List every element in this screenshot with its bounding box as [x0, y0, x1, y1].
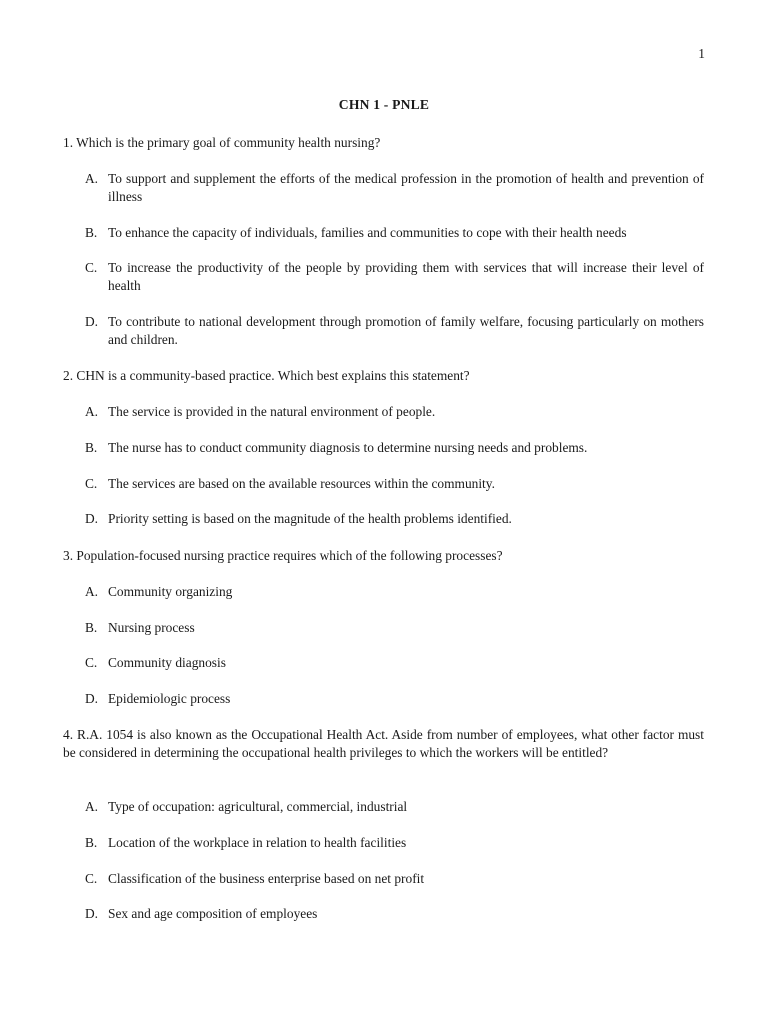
- question-4: 4. R.A. 1054 is also known as the Occupational Health Act. Aside from number of employees, what other factor must be considered in determining the occupational health privileges to which the workers will be entitled?: [63, 727, 704, 760]
- option-4c: [85, 870, 704, 888]
- option-text: To contribute to national development through promotion of family welfare, focusing particularly on mothers and children.: [108, 314, 704, 347]
- option-letter: C.: [85, 476, 98, 491]
- option-letter: A.: [85, 584, 99, 599]
- option-letter: B.: [85, 225, 98, 240]
- question-2: 2. CHN is a community-based practice. Which best explains this statement?: [63, 368, 470, 383]
- option-text: The service is provided in the natural environment of people.: [108, 404, 436, 419]
- option-text: The nurse has to conduct community diagnosis to determine nursing needs and problems.: [108, 440, 588, 455]
- option-4a: [85, 798, 704, 816]
- option-letter: D.: [85, 314, 99, 329]
- option-4b: [85, 834, 704, 852]
- option-1c: [85, 259, 704, 295]
- option-3d: [85, 690, 704, 708]
- option-3b: [85, 619, 704, 637]
- option-letter: B.: [85, 835, 98, 850]
- option-letter: C.: [85, 655, 98, 670]
- option-text: Nursing process: [108, 620, 195, 635]
- option-letter: D.: [85, 691, 99, 706]
- option-letter: C.: [85, 260, 98, 275]
- option-3c: [85, 654, 704, 672]
- option-1d: [85, 313, 704, 349]
- option-letter: A.: [85, 171, 99, 186]
- document-title: CHN 1 - PNLE: [338, 97, 430, 112]
- option-2b: [85, 439, 704, 457]
- option-letter: B.: [85, 620, 98, 635]
- option-letter: A.: [85, 799, 99, 814]
- option-text: Location of the workplace in relation to health facilities: [108, 835, 407, 850]
- option-letter: D.: [85, 511, 99, 526]
- option-1a: [85, 170, 704, 206]
- option-text: Sex and age composition of employees: [108, 906, 318, 921]
- option-text: Priority setting is based on the magnitude of the health problems identified.: [108, 511, 512, 526]
- option-2a: [85, 403, 704, 421]
- option-text: Epidemiologic process: [108, 691, 231, 706]
- option-2d: [85, 510, 704, 528]
- option-3a: [85, 583, 704, 601]
- question-1: 1. Which is the primary goal of community health nursing?: [63, 135, 381, 150]
- option-letter: C.: [85, 871, 98, 886]
- option-text: Community diagnosis: [108, 655, 226, 670]
- option-text: The services are based on the available resources within the community.: [108, 476, 495, 491]
- option-text: To enhance the capacity of individuals, families and communities to cope with their health needs: [108, 225, 627, 240]
- question-3: 3. Population-focused nursing practice requires which of the following processes?: [63, 548, 503, 563]
- option-4d: [85, 905, 704, 923]
- option-text: Classification of the business enterprise based on net profit: [108, 871, 425, 886]
- option-letter: D.: [85, 906, 99, 921]
- option-text: Type of occupation: agricultural, commercial, industrial: [108, 799, 408, 814]
- option-2c: [85, 475, 704, 493]
- option-text: Community organizing: [108, 584, 233, 599]
- option-text: To support and supplement the efforts of the medical profession in the promotion of health and prevention of illness: [108, 171, 704, 204]
- page-number: 1: [698, 46, 705, 61]
- option-1b: [85, 224, 704, 242]
- option-letter: B.: [85, 440, 98, 455]
- option-letter: A.: [85, 404, 99, 419]
- option-text: To increase the productivity of the people by providing them with services that will increase their level of health: [108, 260, 704, 293]
